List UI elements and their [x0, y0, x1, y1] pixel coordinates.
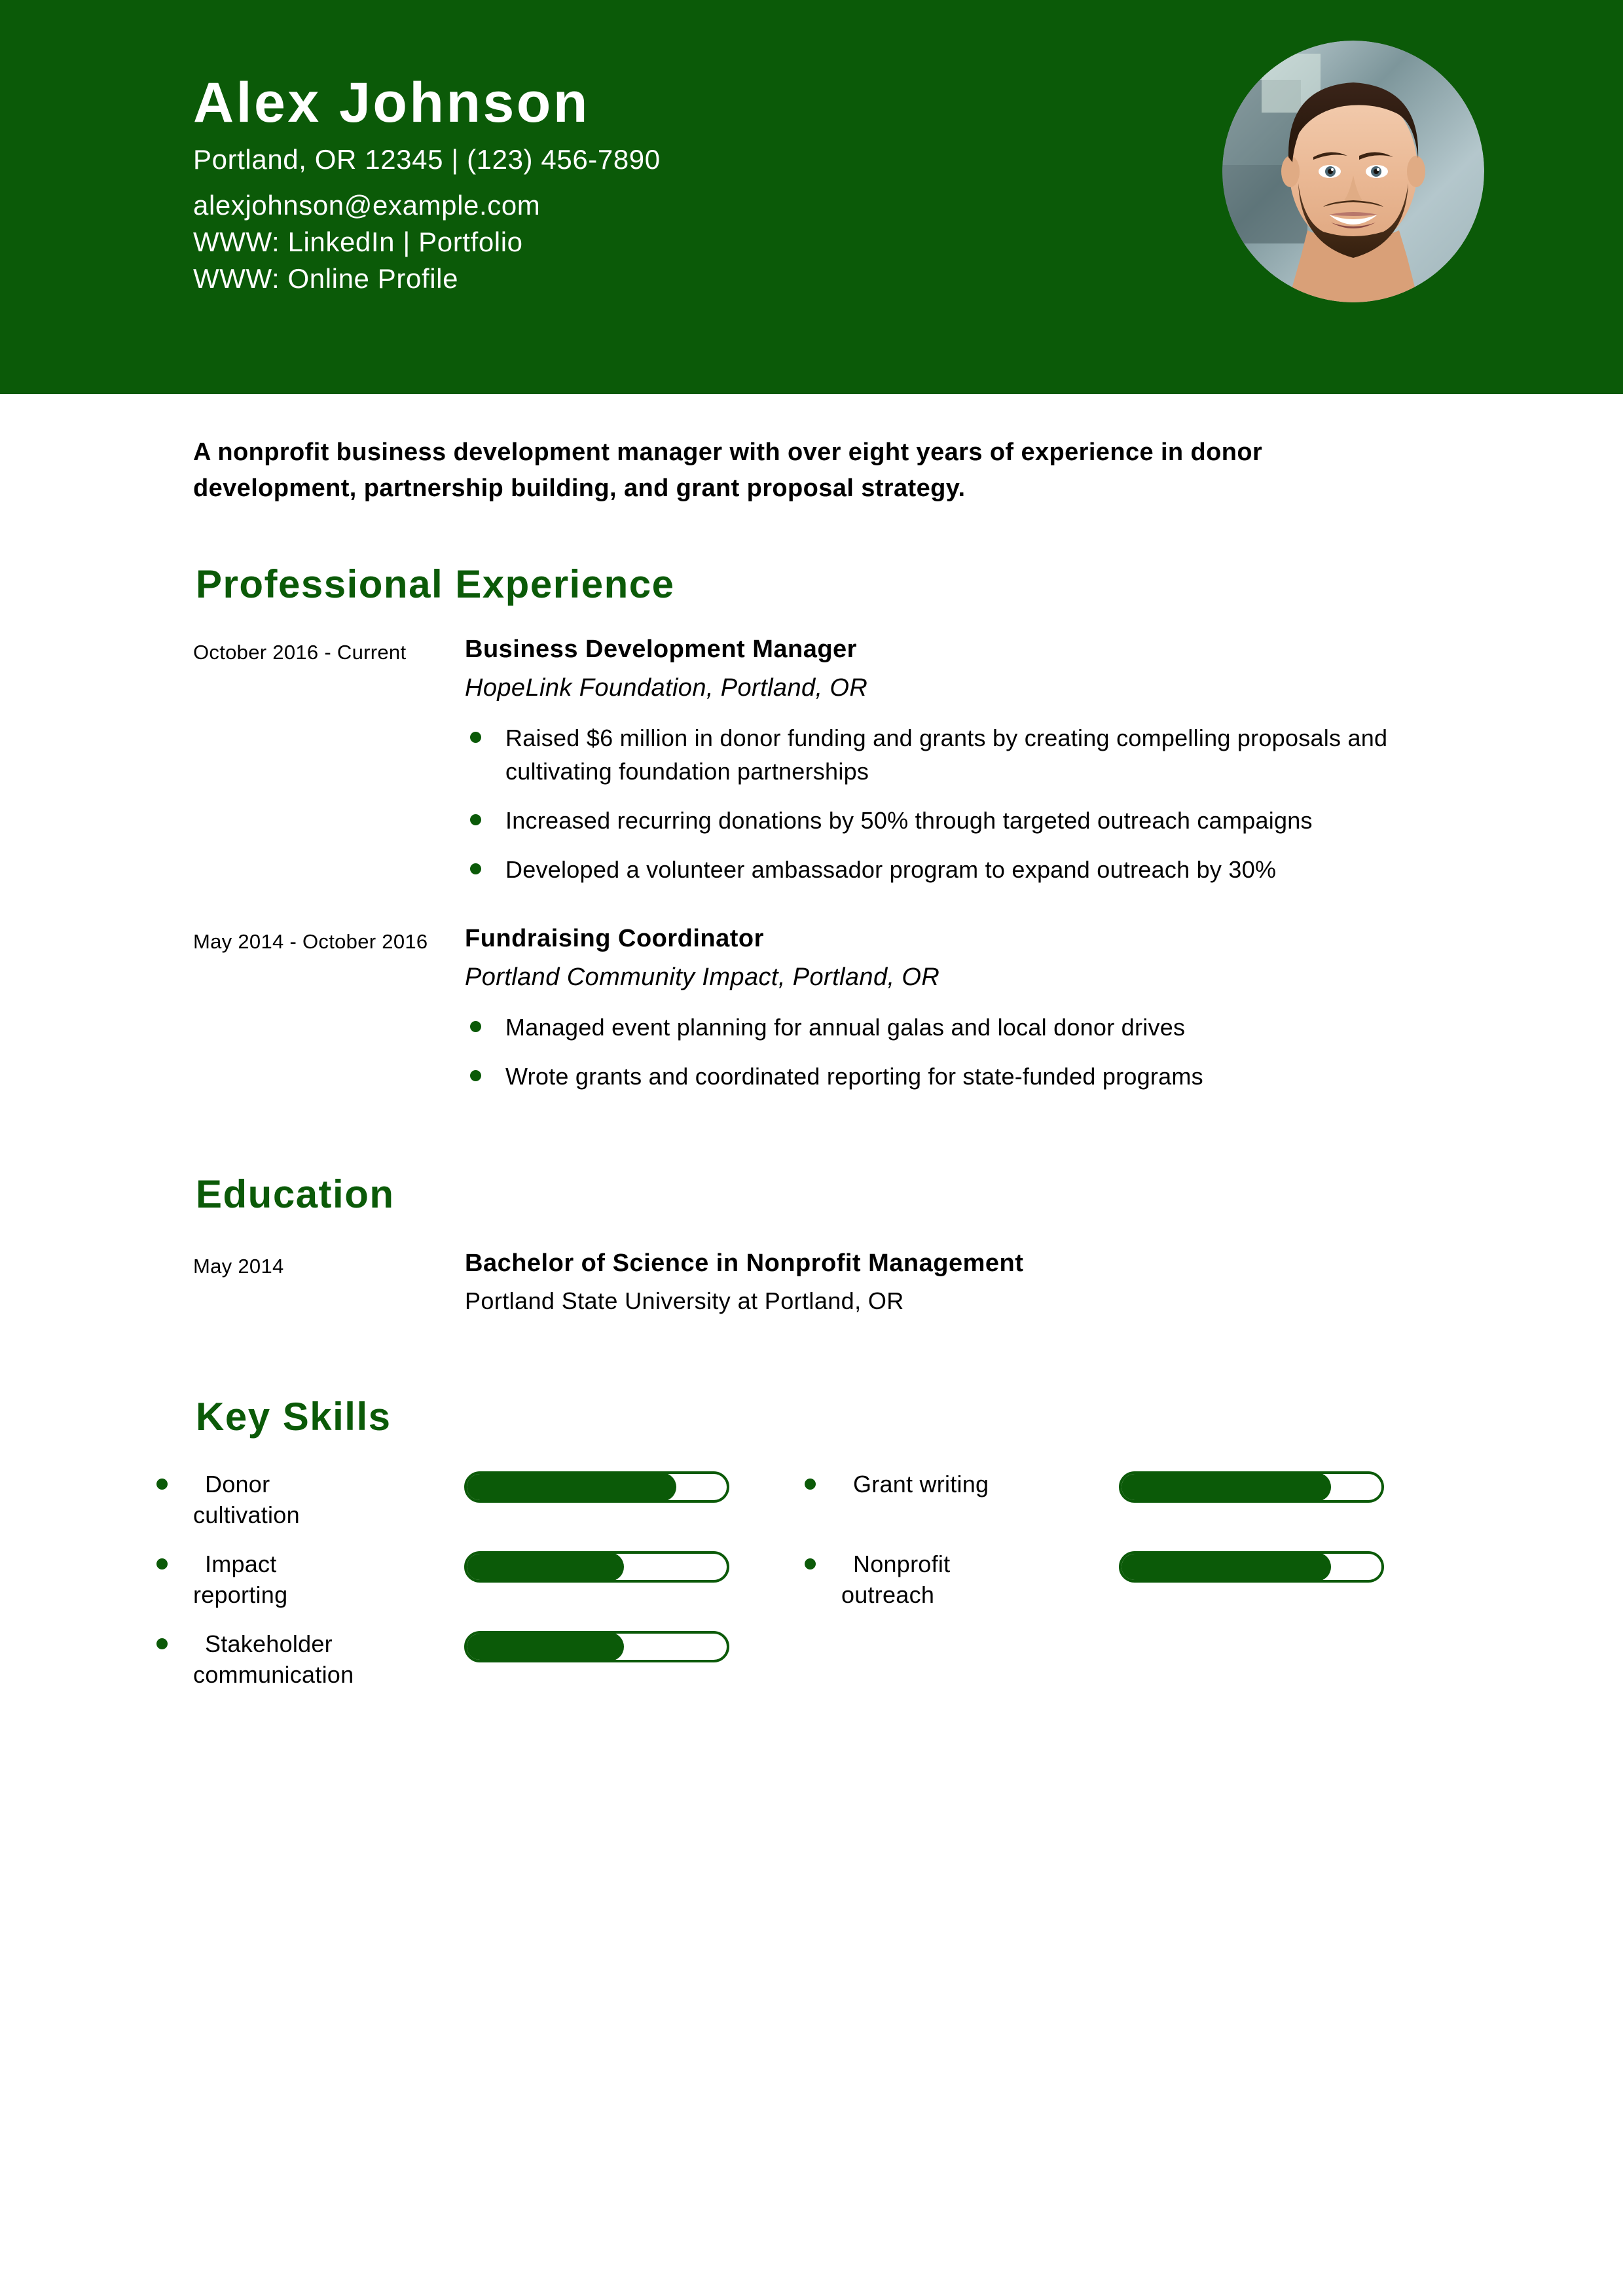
bullet-dot-icon	[470, 1070, 481, 1081]
section-title-experience: Professional Experience	[196, 562, 675, 607]
bullet-dot-icon	[156, 1558, 168, 1570]
skill-label	[149, 1467, 456, 1531]
skill-level-bar	[1119, 1551, 1384, 1583]
education-dates: May 2014	[193, 1255, 284, 1278]
bullet-text: Wrote grants and coordinated reporting for state-funded programs	[505, 1063, 1203, 1090]
education-degree: Bachelor of Science in Nonprofit Management	[465, 1249, 1024, 1278]
skill-level-bar	[1119, 1471, 1384, 1503]
skill-item	[193, 1547, 841, 1627]
header-contact-block	[193, 73, 1077, 297]
list-item	[465, 1060, 1427, 1093]
skill-label-line1: Nonprofit	[853, 1550, 951, 1577]
skill-level-fill	[465, 1473, 676, 1501]
profile-photo-image	[1222, 41, 1484, 302]
skill-item	[193, 1467, 841, 1547]
list-item	[465, 853, 1427, 886]
experience-bullet-list	[465, 1011, 1427, 1093]
skill-label-line1: Impact	[205, 1550, 277, 1577]
bullet-dot-icon	[805, 1558, 816, 1570]
section-title-education: Education	[196, 1172, 395, 1217]
job-title: Business Development Manager	[465, 636, 857, 664]
experience-entry	[193, 923, 1427, 1093]
experience-entry	[193, 634, 1427, 886]
professional-summary: A nonprofit business development manager with over eight years of experience in donor development, partnership building, and grant proposal strategy.	[193, 439, 1263, 503]
experience-details	[465, 634, 1427, 886]
resume-header	[0, 0, 1623, 394]
skill-label	[797, 1467, 1104, 1500]
skill-item	[841, 1547, 1489, 1627]
list-item	[465, 804, 1427, 837]
bullet-text: Developed a volunteer ambassador program to expand outreach by 30%	[505, 856, 1277, 884]
education-school: Portland State University at Portland, OR	[465, 1287, 904, 1314]
skill-level-bar	[464, 1471, 729, 1503]
skill-label-line2: outreach	[841, 1581, 935, 1609]
experience-details	[465, 923, 1427, 1093]
bullet-dot-icon	[470, 863, 481, 874]
bullet-dot-icon	[470, 1021, 481, 1032]
skill-label	[797, 1547, 1104, 1611]
skill-level-fill	[1120, 1473, 1331, 1501]
experience-bullet-list	[465, 721, 1427, 886]
bullet-text: Increased recurring donations by 50% through targeted outreach campaigns	[505, 807, 1313, 834]
skills-grid	[193, 1467, 1427, 1707]
experience-dates: May 2014 - October 2016	[193, 930, 428, 954]
page-title: Alex Johnson	[193, 71, 590, 134]
job-organization: HopeLink Foundation, Portland, OR	[465, 673, 868, 702]
avatar	[1222, 41, 1484, 302]
skill-level-bar	[464, 1631, 729, 1662]
bullet-dot-icon	[805, 1479, 816, 1490]
bullet-dot-icon	[156, 1479, 168, 1490]
skill-level-fill	[465, 1552, 624, 1581]
education-entry	[193, 1247, 1427, 1316]
bullet-text: Raised $6 million in donor funding and grants by creating compelling proposals and cultivating foundation partnerships	[505, 724, 1388, 785]
contact-www-primary[interactable]: WWW: LinkedIn | Portfolio	[193, 226, 523, 258]
skill-level-fill	[465, 1632, 624, 1661]
skill-level-bar	[464, 1551, 729, 1583]
skill-item	[841, 1467, 1489, 1547]
bullet-dot-icon	[470, 732, 481, 743]
bullet-text: Managed event planning for annual galas and local donor drives	[505, 1014, 1186, 1041]
bullet-dot-icon	[156, 1638, 168, 1649]
skill-label-line1: Donor	[205, 1470, 270, 1498]
skill-item	[193, 1627, 841, 1707]
job-title: Fundraising Coordinator	[465, 925, 764, 953]
skill-label	[149, 1627, 456, 1691]
contact-location-phone: Portland, OR 12345 | (123) 456-7890	[193, 144, 661, 175]
contact-email[interactable]: alexjohnson@example.com	[193, 190, 541, 221]
skill-label-line2: reporting	[193, 1581, 288, 1609]
skill-label	[149, 1547, 456, 1611]
job-organization: Portland Community Impact, Portland, OR	[465, 963, 940, 991]
contact-www-secondary[interactable]: WWW: Online Profile	[193, 262, 459, 294]
skill-level-fill	[1120, 1552, 1331, 1581]
skill-label-line1: Stakeholder	[205, 1630, 333, 1657]
skill-label-line1: Grant writing	[853, 1470, 989, 1498]
skill-label-line2: communication	[193, 1661, 354, 1689]
education-details	[465, 1247, 1427, 1316]
resume-body	[0, 435, 1623, 1707]
skill-label-line2: cultivation	[193, 1501, 300, 1529]
list-item	[465, 1011, 1427, 1044]
bullet-dot-icon	[470, 814, 481, 825]
experience-dates: October 2016 - Current	[193, 641, 407, 664]
section-title-skills: Key Skills	[196, 1394, 392, 1439]
list-item	[465, 721, 1427, 788]
